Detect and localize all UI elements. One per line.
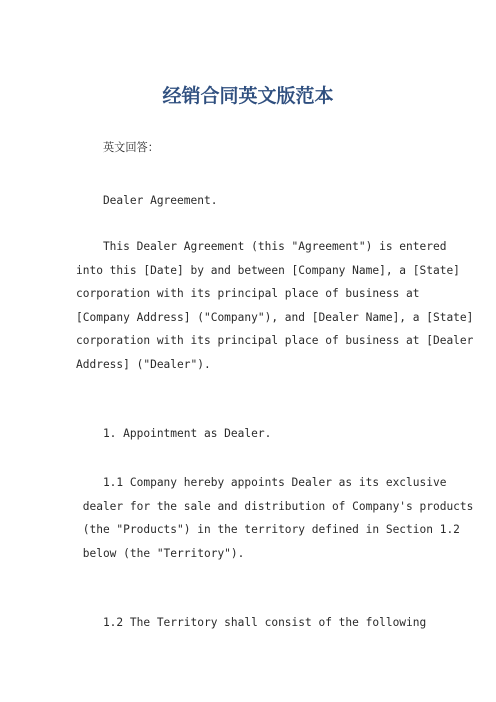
text-line: dealer for the sale and distribution of Company's products (76, 499, 474, 513)
paragraph-section-1-1 (76, 471, 474, 565)
text-line: corporation with its principal place of business at [Dealer (76, 334, 474, 347)
text-line: into this [Date] by and between [Company Name], a [State] (76, 263, 460, 277)
text-line: below (the "Territory"). (76, 546, 245, 560)
text-line: [Company Address] ("Company"), and [Dealer Name], a [State] (76, 310, 474, 324)
text-line: 英文回答： (76, 141, 159, 154)
document-title: 经销合同英文版范本 (162, 85, 334, 107)
paragraph-heading (76, 189, 428, 213)
text-line: This Dealer Agreement (this "Agreement") is entered (76, 240, 447, 253)
text-line: 1.1 Company hereby appoints Dealer as its exclusive (76, 476, 447, 489)
text-line: 1.2 The Territory shall consist of the following (76, 616, 427, 629)
paragraph-label (76, 136, 428, 160)
text-line: Address] ("Dealer"). (76, 357, 211, 371)
paragraph-section-1 (76, 422, 428, 446)
text-line: corporation with its principal place of business at (76, 287, 420, 300)
text-line: 1. Appointment as Dealer. (76, 427, 272, 440)
paragraph-section-1-2 (76, 611, 428, 635)
paragraph-preamble (76, 235, 474, 376)
text-line: (the "Products") in the territory defined in Section 1.2 (76, 523, 460, 536)
text-line: Dealer Agreement. (76, 194, 218, 207)
